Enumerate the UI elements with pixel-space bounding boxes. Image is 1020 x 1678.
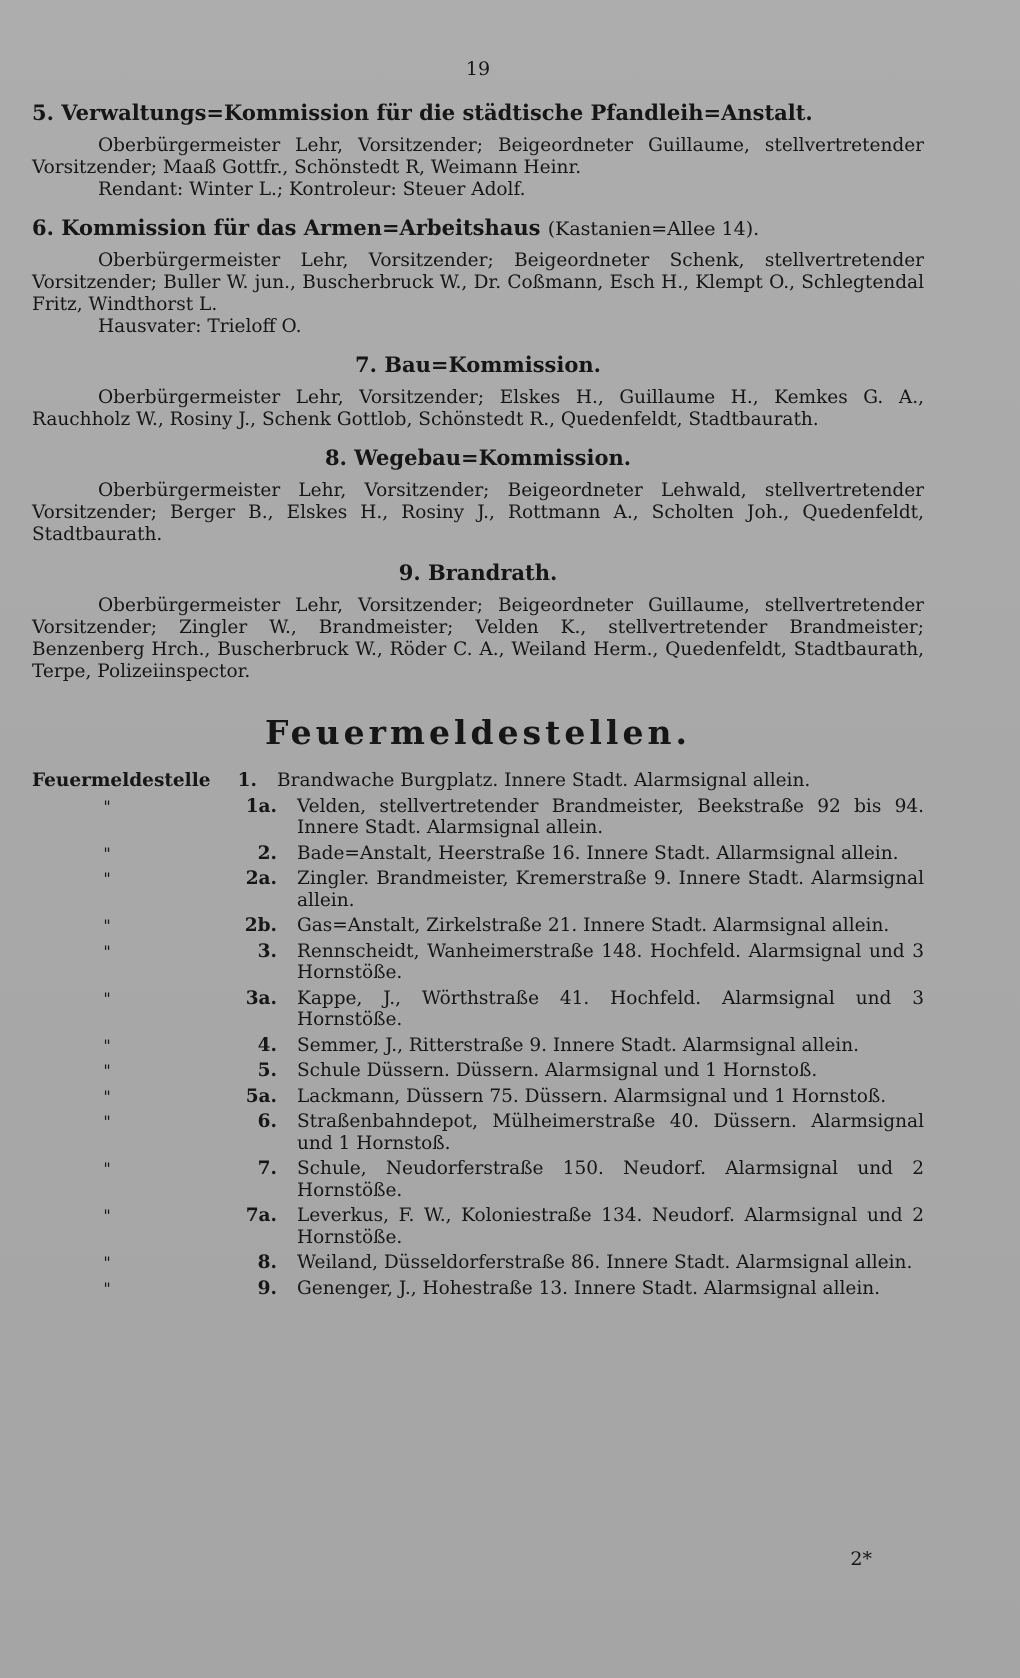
ditto-mark: ": [103, 1035, 111, 1055]
section-paragraph: Oberbürgermeister Lehr, Vorsitzender; Beigeordneter Guillaume, stellvertretender Vorsitzender; Zingler W., Brandmeister; Velden K., stellvertretender Brandmeister; Benzenberg Hrch., Buscherbruck W., Röder C. A., Weiland Herm., Quedenfeldt, Stadtbaurath, Terpe, Polizeiinspector.: [32, 595, 924, 682]
entry-text: Semmer, J., Ritterstraße 9. Innere Stadt. Alarmsignal allein.: [297, 1034, 860, 1056]
entry-number: 3.: [257, 940, 277, 962]
entry-label: Feuermeldestelle: [32, 770, 211, 791]
ditto-mark: ": [103, 1112, 111, 1131]
list-item: [32, 1278, 924, 1300]
section-title: 7. Bau=Kommission.: [355, 352, 601, 377]
ditto-mark: ": [103, 1061, 111, 1080]
list-item: [32, 1060, 924, 1082]
entry-number: 5a.: [245, 1085, 277, 1107]
section-5: [32, 100, 924, 201]
section-paragraph: Oberbürgermeister Lehr, Vorsitzender; Beigeordneter Guillaume, stellvertretender Vorsitzender; Maaß Gottfr., Schönstedt R, Weimann Heinr.: [32, 135, 924, 178]
section-line: Hausvater: Trieloff O.: [98, 316, 302, 337]
entry-text: Zingler. Brandmeister, Kremerstraße 9. Innere Stadt. Alarmsignal allein.: [297, 868, 924, 911]
entry-number: 7a.: [245, 1205, 277, 1226]
signature-mark: 2*: [850, 1548, 872, 1570]
section-title-text: 6. Kommission für das Armen=Arbeitshaus: [32, 215, 541, 240]
section-6: [32, 215, 924, 338]
entry-number: 1a.: [245, 795, 277, 817]
entry-text: Schule Düssern. Düssern. Alarmsignal und 1 Hornstoß.: [297, 1060, 818, 1081]
list-item: [32, 843, 924, 865]
section-paragraph: Oberbürgermeister Lehr, Vorsitzender; Beigeordneter Lehwald, stellvertretender Vorsitzender; Berger B., Elskes H., Rosiny J., Rottmann A., Scholten Joh., Quedenfeldt, Stadtbaurath.: [32, 480, 924, 545]
entry-text: Rennscheidt, Wanheimerstraße 148. Hochfeld. Alarmsignal und 3 Hornstöße.: [297, 940, 924, 983]
list-item: [32, 868, 924, 911]
entry-number: 2.: [257, 842, 277, 864]
ditto-mark: ": [103, 1159, 111, 1178]
section-title: 8. Wegebau=Kommission.: [324, 445, 632, 470]
feuermelde-heading: Feuermeldestellen.: [265, 713, 691, 752]
ditto-mark: ": [103, 988, 111, 1008]
section-8: [32, 445, 924, 546]
section-title: [32, 215, 924, 240]
page-number: 19: [465, 58, 491, 80]
list-item: [32, 988, 924, 1031]
list-item: [32, 1035, 924, 1057]
ditto-mark: ": [103, 1253, 111, 1272]
section-7: [32, 352, 924, 431]
list-item: [32, 770, 924, 792]
section-title-address: (Kastanien=Allee 14).: [547, 218, 760, 240]
entry-number: 2a.: [245, 868, 277, 889]
list-item: [32, 1086, 924, 1108]
entry-text: Bade=Anstalt, Heerstraße 16. Innere Stadt. Allarmsignal allein.: [297, 842, 899, 864]
ditto-mark: ": [103, 1206, 111, 1225]
entry-number: 6.: [257, 1111, 277, 1132]
entry-text: Kappe, J., Wörthstraße 41. Hochfeld. Alarmsignal und 3 Hornstöße.: [297, 987, 924, 1030]
entry-number: 7.: [257, 1158, 277, 1179]
section-paragraph: Oberbürgermeister Lehr, Vorsitzender; Elskes H., Guillaume H., Kemkes G. A., Rauchholz W., Rosiny J., Schenk Gottlob, Schönstedt R., Quedenfeldt, Stadtbaurath.: [32, 387, 924, 430]
entry-number: 8.: [257, 1252, 277, 1273]
entry-number: 4.: [257, 1034, 277, 1056]
ditto-mark: ": [103, 843, 111, 863]
section-title: 9. Brandrath.: [398, 560, 558, 585]
entry-number: 5.: [257, 1060, 277, 1081]
ditto-mark: ": [103, 869, 111, 888]
list-item: [32, 1205, 924, 1248]
entry-text: Brandwache Burgplatz. Innere Stadt. Alarmsignal allein.: [277, 770, 811, 791]
ditto-mark: ": [103, 1086, 111, 1106]
section-line: Rendant: Winter L.; Kontroleur: Steuer Adolf.: [98, 179, 526, 200]
entry-text: Velden, stellvertretender Brandmeister, Beekstraße 92 bis 94. Innere Stadt. Alarmsignal allein.: [297, 795, 924, 838]
ditto-mark: ": [103, 916, 111, 935]
section-title: 5. Verwaltungs=Kommission für die städtische Pfandleih=Anstalt.: [32, 100, 813, 125]
entry-text: Leverkus, F. W., Koloniestraße 134. Neudorf. Alarmsignal und 2 Hornstöße.: [297, 1205, 924, 1248]
feuermelde-list: [32, 770, 924, 1299]
entry-number: 9.: [257, 1277, 277, 1299]
ditto-mark: ": [103, 941, 111, 961]
ditto-mark: ": [103, 796, 111, 816]
entry-number: 3a.: [245, 987, 277, 1009]
entry-text: Weiland, Düsseldorferstraße 86. Innere Stadt. Alarmsignal allein.: [297, 1252, 913, 1273]
entry-text: Straßenbahndepot, Mülheimerstraße 40. Düssern. Alarmsignal und 1 Hornstoß.: [297, 1111, 924, 1154]
list-item: [32, 941, 924, 984]
list-item: [32, 1111, 924, 1154]
list-item: [32, 915, 924, 937]
entry-text: Gas=Anstalt, Zirkelstraße 21. Innere Stadt. Alarmsignal allein.: [297, 915, 890, 936]
list-item: [32, 1252, 924, 1274]
ditto-mark: ": [103, 1278, 111, 1298]
entry-number: 2b.: [244, 915, 277, 936]
list-item: [32, 1158, 924, 1201]
entry-text: Genenger, J., Hohestraße 13. Innere Stadt. Alarmsignal allein.: [297, 1277, 881, 1299]
entry-text: Schule, Neudorferstraße 150. Neudorf. Alarmsignal und 2 Hornstöße.: [297, 1158, 924, 1201]
entry-text: Lackmann, Düssern 75. Düssern. Alarmsignal und 1 Hornstoß.: [297, 1085, 887, 1107]
list-item: [32, 796, 924, 839]
section-9: [32, 560, 924, 683]
section-paragraph: Oberbürgermeister Lehr, Vorsitzender; Beigeordneter Schenk, stellvertretender Vorsitzender; Buller W. jun., Buscherbruck W., Dr. Coßmann, Esch H., Klempt O., Schlegtendal Fritz, Windthorst L.: [32, 250, 924, 315]
entry-number: 1.: [237, 770, 257, 791]
